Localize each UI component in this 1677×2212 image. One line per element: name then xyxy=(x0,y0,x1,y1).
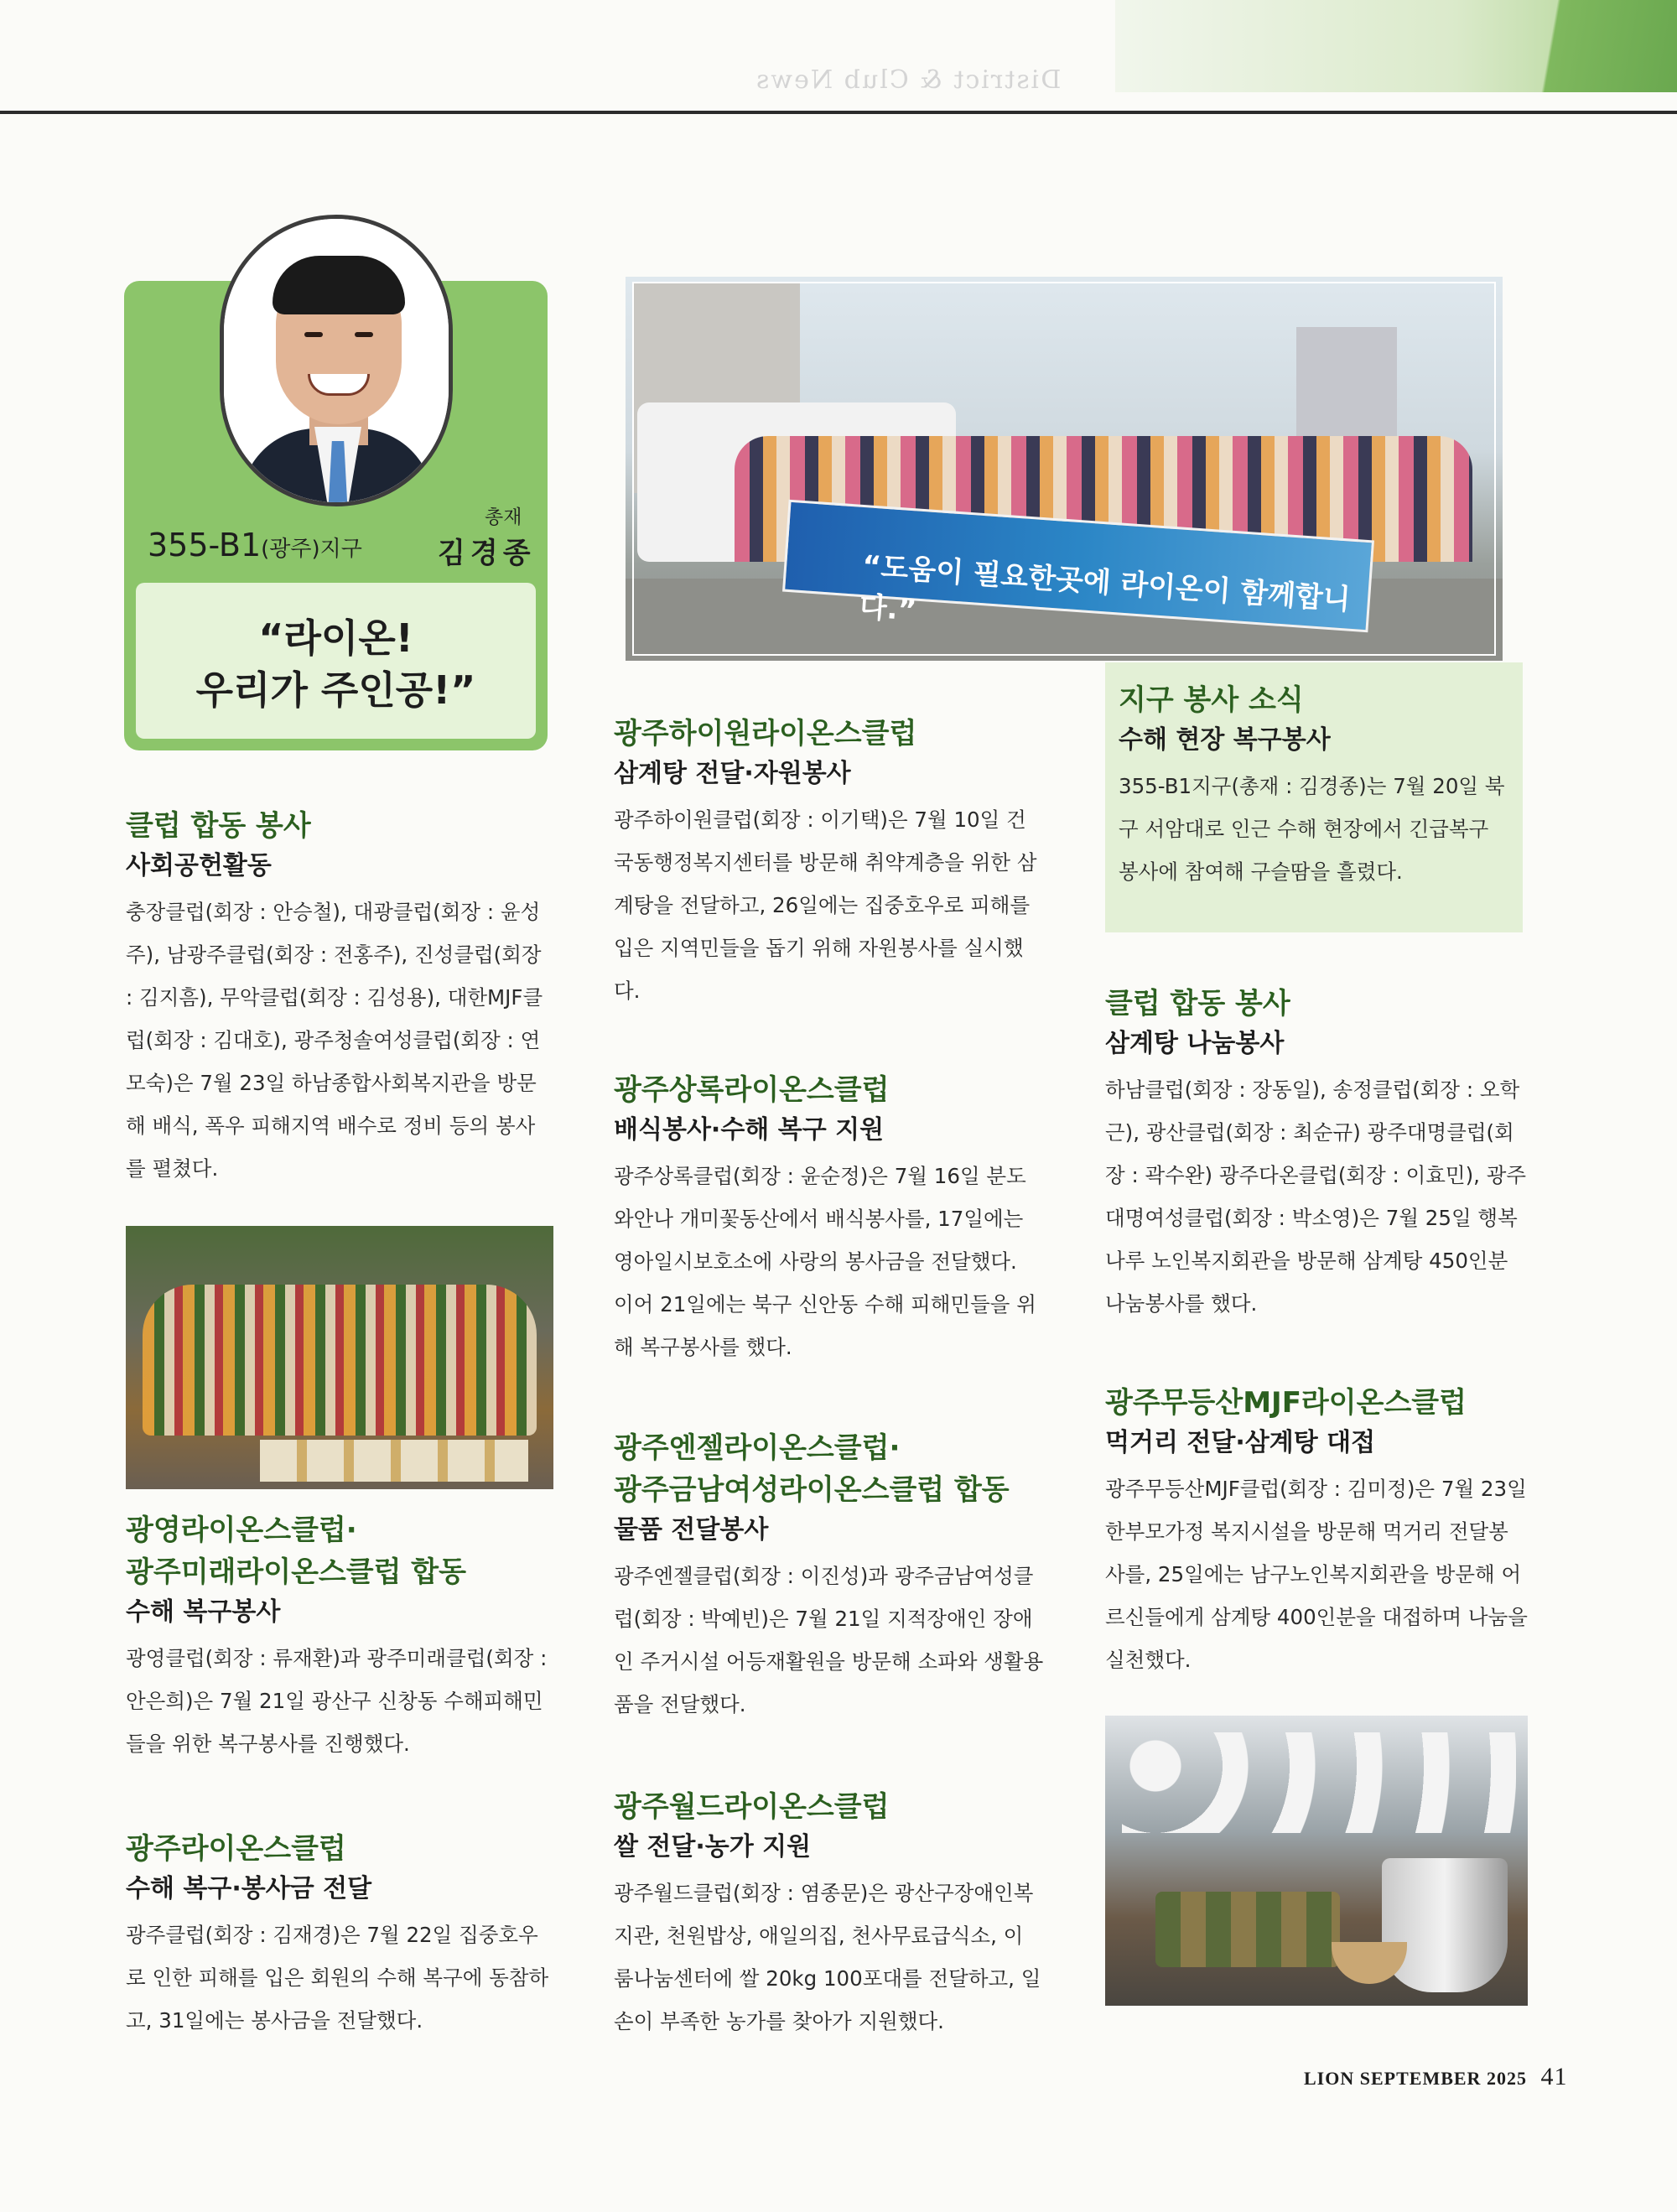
photo-banner: “도움이 필요한곳에 라이온이 함께합니다.” xyxy=(782,500,1374,633)
article-mudeungsan xyxy=(1105,1382,1528,1681)
article-subtitle: 배식봉사·수해 복구 지원 xyxy=(614,1115,885,1145)
article-title: 광주라이온스클럽 xyxy=(126,1832,346,1866)
issue-date: SEPTEMBER 2025 xyxy=(1359,2068,1527,2089)
photo-kitchen-volunteers xyxy=(1105,1716,1528,2006)
article-body: 광주하이원클럽(회장 : 이기택)은 7월 10일 건국동행정복지센터를 방문해 취약계층을 위한 삼계탕을 전달하고, 26일에는 집중호우로 피해를 입은 지역민들을 돕기 위해 자원봉사를 실시했다. xyxy=(614,807,1037,1003)
article-title-cont: 광주금남여성라이온스클럽 합동 xyxy=(614,1473,1010,1507)
article-subtitle: 삼계탕 전달·자원봉사 xyxy=(614,759,851,788)
article-title: 광주무등산MJF라이온스클럽 xyxy=(1105,1386,1467,1420)
article-subtitle: 삼계탕 나눔봉사 xyxy=(1105,1029,1285,1058)
article-title: 광주월드라이온스클럽 xyxy=(614,1790,890,1824)
article-gwangyeong xyxy=(126,1509,553,1765)
page-number: 41 xyxy=(1540,2063,1568,2090)
header-rule xyxy=(0,111,1677,114)
article-subtitle: 수해 복구·봉사금 전달 xyxy=(126,1874,372,1903)
district-label: 355-B1(광주)지구 xyxy=(148,527,362,563)
article-title: 지구 봉사 소식 xyxy=(1119,683,1304,717)
article-joint-samgyetang xyxy=(1105,983,1528,1325)
article-sangnok xyxy=(614,1069,1041,1368)
article-body: 광주무등산MJF클럽(회장 : 김미정)은 7월 23일 한부모가정 복지시설을 방문해 먹거리 전달봉사를, 25일에는 남구노인복지회관을 방문해 어르신들에게 삼계탕 400인분을 대접하며 나눔을 실천했다. xyxy=(1105,1477,1528,1672)
article-body: 광주엔젤클럽(회장 : 이진성)과 광주금남여성클럽(회장 : 박예빈)은 7월 21일 지적장애인 장애인 주거시설 어등재활원을 방문해 소파와 생활용품을 전달했다. xyxy=(614,1564,1044,1716)
magazine-name: LION xyxy=(1304,2068,1355,2089)
article-body: 광주클럽(회장 : 김재경)은 7월 22일 집중호우로 인한 피해를 입은 회원의 수해 복구에 동참하고, 31일에는 봉사금을 전달했다. xyxy=(126,1923,549,2033)
district-news-box xyxy=(1105,662,1523,932)
photo-group-volunteers xyxy=(126,1226,553,1489)
article-subtitle: 수해 복구봉사 xyxy=(126,1597,281,1627)
article-body: 355-B1지구(총재 : 김경종)는 7월 20일 북구 서암대로 인근 수해 현장에서 긴급복구 봉사에 참여해 구슬땀을 흘렸다. xyxy=(1119,774,1505,884)
governor-name: 김경종 xyxy=(438,537,536,570)
article-subtitle: 쌀 전달·농가 지원 xyxy=(614,1832,812,1862)
article-title: 클럽 합동 봉사 xyxy=(1105,987,1290,1020)
article-district-news xyxy=(1119,679,1513,893)
header-corner-accent xyxy=(1392,0,1677,92)
article-gwangju xyxy=(126,1828,553,2042)
article-body: 광주월드클럽(회장 : 염종문)은 광산구장애인복지관, 천원밥상, 애일의집, 천사무료급식소, 이룸나눔센터에 쌀 20kg 100포대를 전달하고, 일손이 부족한 농가를 찾아가 지원했다. xyxy=(614,1881,1041,2033)
article-body: 충장클럽(회장 : 안승철), 대광클럽(회장 : 윤성주), 남광주클럽(회장 : 전홍주), 진성클럽(회장 : 김지흠), 무악클럽(회장 : 김성용), 대한MJF클럽(회장 : 김대호), 광주청솔여성클럽(회장 : 연모숙)은 7월 23일 하남종합사회복지관을 방문해 배식, 폭우 피해지역 배수로 정비 등의 봉사를 펼쳤다. xyxy=(126,900,543,1181)
article-subtitle: 사회공헌활동 xyxy=(126,851,272,880)
article-subtitle: 먹거리 전달·삼계탕 대접 xyxy=(1105,1428,1376,1457)
article-body: 하남클럽(회장 : 장동일), 송정클럽(회장 : 오학근), 광산클럽(회장 : 최순규) 광주대명클럽(회장 : 곽수완) 광주다온클럽(회장 : 이효민), 광주대명여성클럽(회장 : 박소영)은 7월 25일 행복나루 노인복지회관을 방문해 삼계탕 450인분 나눔봉사를 했다. xyxy=(1105,1077,1527,1316)
article-title: 클럽 합동 봉사 xyxy=(126,809,311,843)
article-title: 광영라이온스클럽· xyxy=(126,1514,357,1547)
article-body: 광영클럽(회장 : 류재환)과 광주미래클럽(회장 : 안은희)은 7월 21일 광산구 신창동 수해피해민들을 위한 복구봉사를 진행했다. xyxy=(126,1646,548,1756)
article-title: 광주엔젤라이온스클럽· xyxy=(614,1431,901,1465)
article-subtitle: 수해 현장 복구봉사 xyxy=(1119,725,1331,755)
header-ghost-text: District & Club News xyxy=(755,65,1062,95)
governor-slogan: “라이온! 우리가 주인공!” xyxy=(195,615,476,713)
page-footer xyxy=(1304,2063,1567,2091)
article-body: 광주상록클럽(회장 : 윤순정)은 7월 16일 분도와안나 개미꽃동산에서 배식봉사를, 17일에는 영아일시보호소에 사랑의 봉사금을 전달했다. 이어 21일에는 북구 신안동 수해 피해민들을 위해 복구봉사를 했다. xyxy=(614,1164,1036,1359)
article-angel xyxy=(614,1427,1050,1726)
article-hione xyxy=(614,713,1041,1012)
article-title: 광주상록라이온스클럽 xyxy=(614,1073,890,1107)
governor-role: 총재 xyxy=(485,506,522,528)
article-title: 광주하이원라이온스클럽 xyxy=(614,717,917,750)
article-title-cont: 광주미래라이온스클럽 합동 xyxy=(126,1555,466,1589)
article-world xyxy=(614,1786,1041,2043)
article-subtitle: 물품 전달봉사 xyxy=(614,1515,769,1545)
article-joint-social xyxy=(126,805,553,1190)
governor-portrait xyxy=(220,215,453,506)
photo-district-volunteers xyxy=(626,277,1503,661)
